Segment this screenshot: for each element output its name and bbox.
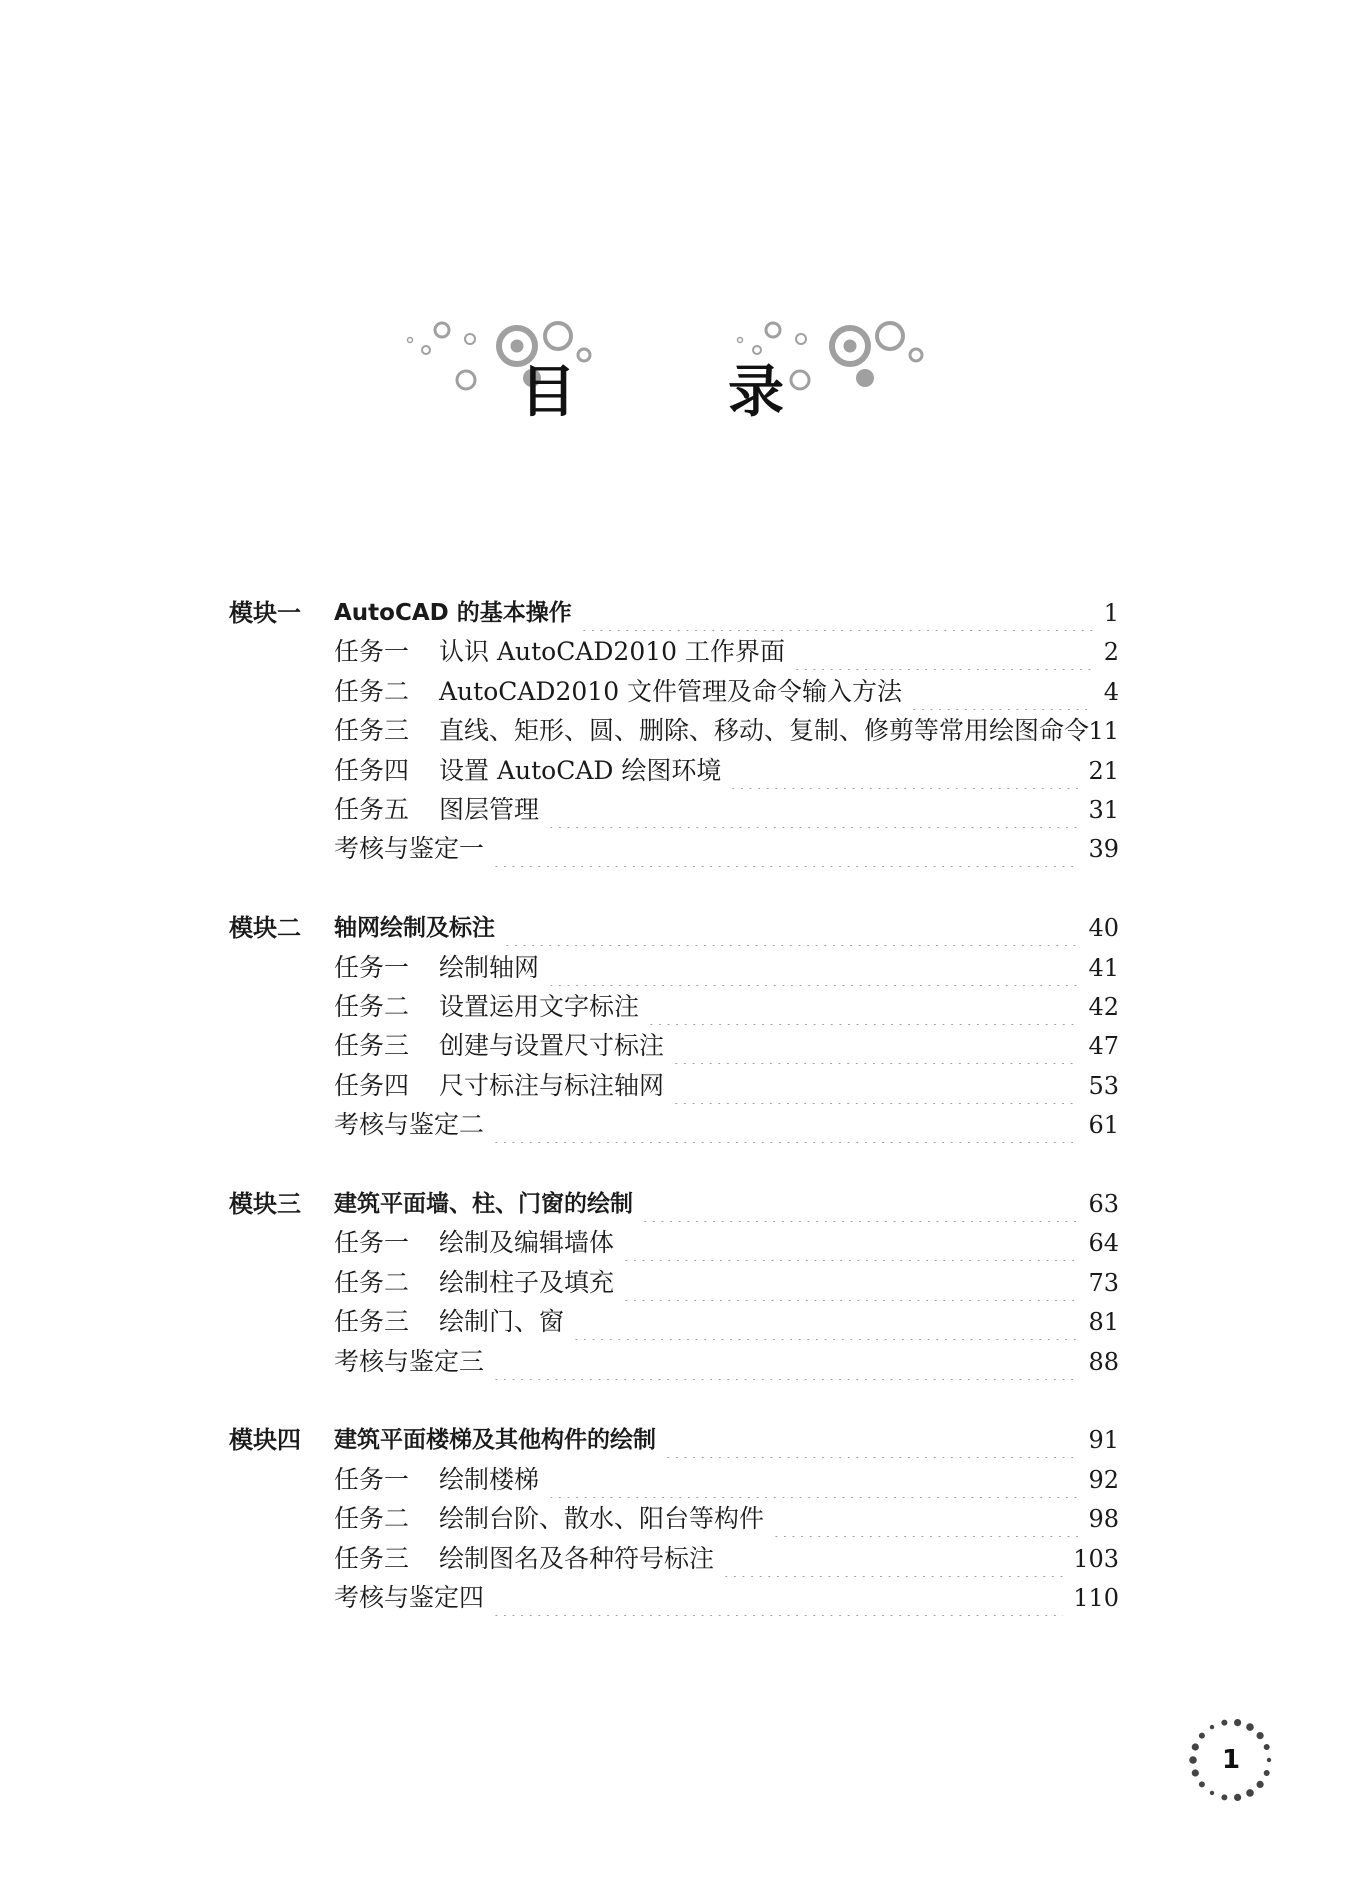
toc-page-number: 53: [1088, 1071, 1119, 1100]
dot-leader: [492, 1344, 1078, 1380]
task-title: 绘制台阶、散水、阳台等构件: [439, 1504, 765, 1534]
task-title: 绘制及编辑墙体: [439, 1228, 615, 1258]
toc-page-number: 91: [1088, 1426, 1119, 1455]
toc-task-row[interactable]: [0, 753, 1352, 789]
toc-module-row[interactable]: [0, 910, 1352, 946]
toc-page-number: 92: [1088, 1465, 1119, 1494]
task-title: 认识 AutoCAD2010 工作界面: [439, 637, 785, 667]
toc-task-row[interactable]: [0, 674, 1352, 710]
dot-leader: [547, 950, 1078, 986]
dot-leader: [729, 753, 1078, 789]
toc-review-row[interactable]: [0, 1107, 1352, 1143]
dot-leader: [503, 910, 1078, 946]
dot-leader: [772, 1501, 1078, 1537]
page-number-badge: [1186, 1715, 1276, 1805]
review-title: 考核与鉴定二: [334, 1110, 485, 1140]
task-label: 任务三: [334, 1031, 410, 1061]
task-label: 任务二: [334, 1267, 410, 1297]
task-label: 任务一: [334, 637, 410, 667]
dot-leader: [672, 1028, 1078, 1064]
page-title: 目 录: [520, 360, 832, 425]
toc-task-row[interactable]: [0, 950, 1352, 986]
task-title: 直线、矩形、圆、删除、移动、复制、修剪等常用绘图命令: [439, 716, 1090, 746]
toc-task-row[interactable]: [0, 1304, 1352, 1340]
task-label: 任务三: [334, 1307, 410, 1337]
toc-page-number: 103: [1073, 1544, 1119, 1573]
toc-page-number: 42: [1088, 993, 1119, 1021]
module-label: 模块一: [229, 599, 301, 627]
page-number: 1: [1221, 1745, 1241, 1775]
dot-leader: [647, 989, 1078, 1025]
task-label: 任务三: [334, 1543, 410, 1573]
module-label: 模块二: [229, 914, 301, 943]
toc-module-row[interactable]: [0, 1422, 1352, 1458]
dot-leader: [492, 1107, 1078, 1143]
toc-page-number: 1: [1103, 599, 1119, 627]
task-title: 图层管理: [439, 795, 540, 824]
dot-leader: [492, 831, 1078, 867]
toc-page-number: 63: [1088, 1190, 1119, 1218]
toc-page-number: 21: [1088, 756, 1119, 785]
task-label: 任务四: [334, 755, 410, 785]
task-label: 任务五: [334, 795, 410, 824]
task-label: 任务二: [334, 676, 410, 706]
task-title: 设置 AutoCAD 绘图环境: [439, 755, 722, 785]
toc-page-number: 88: [1088, 1347, 1119, 1376]
toc-page-number: 73: [1088, 1268, 1119, 1297]
toc-task-row[interactable]: [0, 1068, 1352, 1104]
task-label: 任务一: [334, 1228, 410, 1258]
task-title: 绘制轴网: [439, 952, 540, 982]
toc-task-row[interactable]: [0, 1028, 1352, 1064]
toc-page-number: 47: [1088, 1032, 1119, 1061]
toc-page-number: 4: [1103, 677, 1119, 706]
toc-review-row[interactable]: [0, 831, 1352, 867]
task-label: 任务二: [334, 1504, 410, 1534]
task-title: 绘制柱子及填充: [439, 1267, 615, 1297]
task-label: 任务一: [334, 1464, 410, 1494]
module-title: AutoCAD 的基本操作: [334, 600, 572, 626]
toc-page-number: 61: [1088, 1111, 1119, 1140]
toc-page-number: 40: [1088, 914, 1119, 943]
toc-page-number: 110: [1073, 1584, 1119, 1612]
dot-leader: [664, 1422, 1078, 1458]
dot-leader: [641, 1186, 1078, 1222]
toc-page-number: 11: [1088, 717, 1119, 746]
dot-leader: [547, 792, 1078, 828]
toc-page-number: 81: [1088, 1308, 1119, 1337]
task-title: 设置运用文字标注: [439, 992, 640, 1021]
dot-leader: [492, 1580, 1063, 1616]
module-title: 建筑平面楼梯及其他构件的绘制: [334, 1427, 656, 1454]
task-title: 绘制楼梯: [439, 1464, 540, 1494]
toc-review-row[interactable]: [0, 1344, 1352, 1380]
dot-leader: [572, 1304, 1078, 1340]
toc-task-row[interactable]: [0, 1225, 1352, 1261]
toc-task-row[interactable]: [0, 713, 1352, 749]
dot-leader: [622, 1225, 1078, 1261]
review-title: 考核与鉴定四: [334, 1583, 485, 1612]
toc-task-row[interactable]: [0, 1265, 1352, 1301]
toc-review-row[interactable]: [0, 1580, 1352, 1616]
toc-task-row[interactable]: [0, 634, 1352, 670]
task-label: 任务三: [334, 716, 410, 746]
toc-page-number: 64: [1088, 1229, 1119, 1258]
toc-module-row[interactable]: [0, 595, 1352, 631]
task-title: 创建与设置尺寸标注: [439, 1031, 665, 1061]
toc-title-block: [0, 300, 1352, 440]
module-label: 模块四: [229, 1426, 301, 1455]
task-label: 任务四: [334, 1070, 410, 1100]
toc-task-row[interactable]: [0, 1541, 1352, 1577]
task-label: 任务一: [334, 952, 410, 982]
toc-task-row[interactable]: [0, 792, 1352, 828]
dot-leader: [722, 1541, 1063, 1577]
dot-leader: [622, 1265, 1078, 1301]
dot-leader: [580, 595, 1094, 631]
toc-module-row[interactable]: [0, 1186, 1352, 1222]
toc-task-row[interactable]: [0, 1462, 1352, 1498]
toc-page-number: 2: [1103, 638, 1119, 667]
toc-page-number: 39: [1088, 835, 1119, 864]
module-title: 建筑平面墙、柱、门窗的绘制: [334, 1191, 633, 1217]
task-title: 尺寸标注与标注轴网: [439, 1070, 665, 1100]
dot-leader: [672, 1068, 1078, 1104]
dot-leader: [547, 1462, 1078, 1498]
toc-page-number: 31: [1088, 796, 1119, 824]
review-title: 考核与鉴定三: [334, 1346, 485, 1376]
dot-leader: [793, 634, 1094, 670]
toc-page-number: 41: [1088, 953, 1119, 982]
module-title: 轴网绘制及标注: [334, 915, 495, 942]
module-label: 模块三: [229, 1190, 301, 1218]
task-label: 任务二: [334, 992, 410, 1021]
toc-page-number: 98: [1088, 1505, 1119, 1534]
toc-task-row[interactable]: [0, 1501, 1352, 1537]
task-title: AutoCAD2010 文件管理及命令输入方法: [439, 676, 903, 706]
toc-task-row[interactable]: [0, 989, 1352, 1025]
dot-leader: [910, 674, 1094, 710]
task-title: 绘制门、窗: [439, 1307, 565, 1337]
task-title: 绘制图名及各种符号标注: [439, 1543, 715, 1573]
review-title: 考核与鉴定一: [334, 834, 485, 864]
